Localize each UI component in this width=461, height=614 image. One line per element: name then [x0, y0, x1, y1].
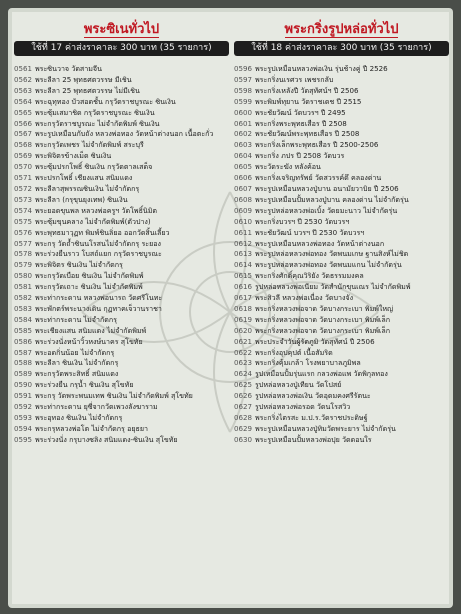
item-name: พระซุ้มเสมาชิด กรุวัดราชบูรณะ ซินเงิน [35, 107, 155, 117]
item-number: 0581 [14, 282, 33, 292]
item-number: 0600 [234, 107, 253, 117]
item-name: พระร่วงนั่ง กรุบางซลิง สนิมแดง-ซินเงิน สุโขทัย [35, 434, 178, 444]
item-name: พระกริ่งบวรฯ ปี 2530 วัดบวรฯ [255, 216, 350, 226]
item-name: พระลีลา 25 พุทธศตวรรษ ไม่มีเชิน [35, 85, 140, 95]
item-number: 0571 [14, 173, 33, 183]
item-name: พระรูปหล่อหลวงพ่อทอง วัดพนมแกน ไม่จำกัดรุ่น [255, 260, 402, 270]
list-item [14, 119, 229, 130]
item-number: 0606 [234, 173, 253, 183]
item-name: พระกรุวัดเพชร ไม่จำกัดพิมพ์ สระบุรี [35, 140, 144, 150]
item-number: 0602 [234, 129, 253, 139]
item-number: 0589 [14, 369, 33, 379]
item-number: 0561 [14, 64, 33, 73]
item-number: 0614 [234, 260, 253, 270]
item-number: 0598 [234, 85, 253, 95]
item-number: 0584 [14, 314, 33, 324]
item-name: พระท่ากระดาน ไม่จำกัดกรุ [35, 314, 117, 324]
item-name: พระกรุวัดราชบูรณะ ไม่จำกัดพิมพ์ ซินเงิน [35, 118, 160, 128]
item-name: พระกริ่งเล็กพระพุทธเสือร ปี 2500-2506 [255, 140, 379, 150]
item-name: พระร่วงยืน กรุน้ำ ซินเงิน สุโขทัย [35, 380, 134, 390]
item-name: พระเชียงแสน สนิมแดง ไม่จำกัดพิมพ์ [35, 325, 147, 335]
list-item [14, 162, 229, 173]
item-number: 0613 [234, 249, 253, 259]
list-item [234, 337, 449, 348]
item-number: 0618 [234, 303, 253, 313]
list-item [234, 119, 449, 130]
catalog-sheet [12, 12, 449, 604]
list-item [234, 260, 449, 271]
item-name: พระพิมพ์ทุยาน วัดราชเดช ปี 2515 [255, 96, 362, 106]
item-number: 0566 [14, 118, 33, 128]
item-name: พระพิจิตร ซินเงิน ไม่จำกัดกรุ [35, 260, 123, 270]
item-number: 0612 [234, 238, 253, 248]
list-item [14, 173, 229, 184]
list-item [234, 369, 449, 380]
item-name: พระรูปเหมือนปั้มหลวงพ่อปุย วัดดอนใร [255, 434, 372, 444]
list-item [14, 435, 229, 446]
item-number: 0621 [234, 336, 253, 346]
list-item [234, 315, 449, 326]
item-name: รูปหล่อหลวงพ่อรอด วัดนโรสวิว [255, 402, 351, 412]
item-name: พระซุ้มปรกโพธิ์ ซินเงิน กรุวัดตาลเสด็จ [35, 162, 153, 172]
item-number: 0597 [234, 74, 253, 84]
item-name: พระรูปเหมือนหลวงปู่ทิมวัดพระยาร ไม่จำกัดรุ่น [255, 423, 396, 433]
item-number: 0629 [234, 423, 253, 433]
item-name: พระลีลาสุพรรณซินเงิน ไม่จำกัดกรุ [35, 183, 140, 193]
left-header [14, 18, 229, 56]
list-item [234, 326, 449, 337]
item-name: พระยอดขุนพล หลวงพ่อครูฯ วัดโพธิ์นิมิต [35, 205, 158, 215]
list-item [234, 348, 449, 359]
item-number: 0573 [14, 194, 33, 204]
item-name: พระอดกิ่นน้อย ไม่จำกัดกรุ [35, 347, 115, 357]
list-item [234, 435, 449, 446]
item-number: 0596 [234, 64, 253, 73]
list-item [14, 228, 229, 239]
item-number: 0569 [14, 151, 33, 161]
item-number: 0577 [14, 238, 33, 248]
item-number: 0578 [14, 249, 33, 259]
list-item [14, 260, 229, 271]
item-name: พระรูปหล่อหลวงพ่อเบิ้ง วัดยมะนาว ไม่จำกัดรุ่น [255, 205, 398, 215]
list-item [234, 358, 449, 369]
list-item [234, 413, 449, 424]
list-item [14, 206, 229, 217]
item-number: 0590 [14, 380, 33, 390]
item-number: 0628 [234, 413, 253, 422]
list-item [234, 293, 449, 304]
item-number: 0610 [234, 216, 253, 226]
list-item [14, 402, 229, 413]
list-item [234, 282, 449, 293]
item-name: พระรูปเหมือนหลวงพ่อเงิน รุ่นช้างคู่ ปี 2526 [255, 64, 388, 73]
item-number: 0588 [14, 358, 33, 368]
item-number: 0580 [14, 271, 33, 281]
list-item [234, 249, 449, 260]
item-name: พระกริ่งพระพุทธเสือร ปี 2508 [255, 118, 347, 128]
item-name: พระกริ่งอุปคุปต์ เนื้อสัมริด [255, 347, 333, 357]
right-item-list [234, 64, 449, 446]
list-item [14, 249, 229, 260]
item-name: พระรูปเหมือนปั้มหลวงปู่บาน คลองด่าน ไม่จำกัดรุ่น [255, 194, 409, 204]
list-item [234, 304, 449, 315]
item-name: พระสิวลี หลวงพ่อเนื่อง วัดบางจัง [255, 293, 354, 303]
list-item [14, 304, 229, 315]
item-name: พระชัยวัฒน์ วัดบวรฯ ปี 2495 [255, 107, 346, 117]
item-name: พระกริ่งหลวงพ่อจาด วัดบางกระเบา พิมพ์เล็ก [255, 325, 390, 335]
list-item [14, 195, 229, 206]
list-item [14, 97, 229, 108]
item-number: 0576 [14, 227, 33, 237]
item-number: 0619 [234, 314, 253, 324]
list-item [14, 239, 229, 250]
item-name: พระรูปเหมือนหลวงปู่บาน อนามัยวาบิย ปี 2506 [255, 183, 399, 193]
list-item [14, 380, 229, 391]
item-number: 0593 [14, 413, 33, 422]
list-item [14, 424, 229, 435]
list-item [14, 75, 229, 86]
list-item [14, 337, 229, 348]
list-item [14, 358, 229, 369]
item-name: พระร่วงยืนราว โบสถ์แยก กรุวัดราชบูรณะ [35, 249, 162, 259]
list-item [14, 271, 229, 282]
item-number: 0587 [14, 347, 33, 357]
item-name: รูปหล่อหลวงพ่อเงิน วัดอุดมคงศรีรัตนะ [255, 391, 371, 401]
item-number: 0586 [14, 336, 33, 346]
item-name: พระกริ่งเหลังปี วัดสุทัศน์ฯ ปี 2506 [255, 85, 359, 95]
right-section-subtitle: ใช้ที่ 18 ค่าส่งราคาละ 300 บาท (35 รายการ) [234, 41, 449, 56]
list-item [14, 217, 229, 228]
list-item [234, 239, 449, 250]
list-item [234, 184, 449, 195]
item-name: พระกริ่งนเรศวร เพชรกลับ [255, 74, 334, 84]
list-item [234, 97, 449, 108]
left-item-list [14, 64, 229, 446]
list-item [14, 369, 229, 380]
list-item [234, 140, 449, 151]
item-name: พระกริ่งศักดิ์คุณวิริยัง วัดธรรมมงคล [255, 271, 364, 281]
item-name: พระซุ้มขุนคลาง ไม่จำกัดพิมพ์(ตัวปาง) [35, 216, 151, 226]
item-number: 0585 [14, 325, 33, 335]
item-name: พระฉุทุทอง บัวสอดชั้น กรุวัดราชบูรณะ ซินเงิน [35, 96, 176, 106]
list-item [14, 413, 229, 424]
list-item [14, 86, 229, 97]
list-item [234, 162, 449, 173]
right-column [234, 18, 449, 446]
item-name: พระกรุ วัดพระพนมเทพ ซินเงิน ไม่จำกัดพิมพ์ สุโขทัย [35, 391, 193, 401]
item-number: 0615 [234, 271, 253, 281]
item-name: พระรูปเหมือนหลวงพ่อทอง วัดหน้าต่างนอก [255, 238, 385, 248]
item-name: พระวัดระฆัง หลังค้อน [255, 162, 321, 172]
item-number: 0624 [234, 369, 253, 379]
item-name: พระกริ่งเจริญทรัพย์ วัดสวรรค์ดึ คลองด่าน [255, 173, 382, 183]
item-number: 0592 [14, 402, 33, 412]
item-name: พระร่วงนั่งหน้าวิ้วหงษ์นาคร สุโขทัย [35, 336, 143, 346]
item-name: พระลีลา (กรุขุนยุงเทพ) ซินเงิน [35, 194, 128, 204]
item-number: 0579 [14, 260, 33, 270]
item-number: 0594 [14, 423, 33, 433]
list-item [14, 129, 229, 140]
left-section-title: พระซิเนทั่วไป [83, 22, 160, 37]
list-item [234, 271, 449, 282]
list-item [234, 228, 449, 239]
item-number: 0599 [234, 96, 253, 106]
item-name: รูปหล่อหลวงพ่อเนียม วัดสำนักขุนเณร ไม่จำกัดพิมพ์ [255, 282, 411, 292]
item-number: 0575 [14, 216, 33, 226]
list-item [14, 326, 229, 337]
item-name: พระชัยวัฒน์พระพุทธเสือร ปี 2508 [255, 129, 360, 139]
item-number: 0617 [234, 293, 253, 303]
item-number: 0627 [234, 402, 253, 412]
item-number: 0609 [234, 205, 253, 215]
item-name: พระอุทอง ซินเงิน ไม่จำกัดกรุ [35, 413, 123, 422]
list-item [234, 151, 449, 162]
item-number: 0605 [234, 162, 253, 172]
item-name: รูปเหมือนปั้มรุ่นแรก กลวงพ่อแพ วัดพิกุลทอง [255, 369, 388, 379]
item-name: พระชัยวัฒน์ บวรฯ ปี 2530 วัดบวรฯ [255, 227, 365, 237]
item-number: 0567 [14, 129, 33, 139]
list-item [234, 108, 449, 119]
item-number: 0565 [14, 107, 33, 117]
right-section-title: พระกริ่งรูปหล่อทั่วไป [284, 22, 399, 37]
item-number: 0625 [234, 380, 253, 390]
item-name: พระพิจิตรข้างเม็ด ซินเงิน [35, 151, 112, 161]
item-name: พระลีลา ซินเงิน ไม่จำกัดกรุ [35, 358, 119, 368]
list-item [234, 380, 449, 391]
left-section-subtitle: ใช้ที่ 17 ค่าส่งราคาละ 300 บาท (35 รายการ) [14, 41, 229, 56]
item-number: 0591 [14, 391, 33, 401]
list-item [234, 129, 449, 140]
left-column [14, 18, 229, 446]
list-item [234, 64, 449, 75]
item-name: พระปรกโพธิ์ เชียงแสน สนิมแดง [35, 173, 133, 183]
list-item [234, 424, 449, 435]
item-name: รูปหล่อหลวงปู่เทียน วัดโปสย์ [255, 380, 342, 390]
item-number: 0611 [234, 227, 253, 237]
item-name: พระพักตร์พระนางเดิน กุฏทาคเจ็วานราชา [35, 303, 162, 313]
list-item [14, 391, 229, 402]
item-name: พระลีลา 25 พุทธศตวรรษ มีเชิน [35, 74, 132, 84]
item-name: พระกริ่งหลวงพ่อจาด วัดบางกระเบา พิมพ์เล็ก [255, 314, 390, 324]
item-name: พระกริ่งไตรสะ ม.ป.ร.วัดราชประดิษฐ์ [255, 413, 368, 422]
item-name: พระพุทธมาวุฏท พิมพ์ชินลิ่ยอ ออกวัดสิ้นเลี้ยว [35, 227, 170, 237]
item-number: 0623 [234, 358, 253, 368]
item-number: 0620 [234, 325, 253, 335]
list-item [234, 75, 449, 86]
item-name: พระท่ากระดาน ยุซี่จากวัดเพวงลังฆาราม [35, 402, 158, 412]
list-item [234, 217, 449, 228]
item-number: 0607 [234, 183, 253, 193]
item-number: 0616 [234, 282, 253, 292]
list-item [234, 402, 449, 413]
item-name: พระท่ากระดาน หลวงพ่อนารถ วัดศรีโนทะ [35, 293, 163, 303]
item-number: 0583 [14, 303, 33, 313]
list-item [14, 140, 229, 151]
item-number: 0601 [234, 118, 253, 128]
item-name: พระรูปหล่อหลวงพ่อทอง วัดพนมเกษ ฐานสิงห์ไม่ชิด [255, 249, 409, 259]
item-number: 0608 [234, 194, 253, 204]
item-number: 0564 [14, 96, 33, 106]
item-name: พระกรุวัดพระสิทธิ์ สนิมแดง [35, 369, 119, 379]
right-header [234, 18, 449, 56]
item-name: พระกรุวัดเบือย ซินเงิน ไม่จำกัดพิมพ์ [35, 271, 144, 281]
item-number: 0563 [14, 85, 33, 95]
item-number: 0582 [14, 293, 33, 303]
item-number: 0572 [14, 183, 33, 193]
item-number: 0603 [234, 140, 253, 150]
catalog-page [8, 8, 453, 608]
item-number: 0630 [234, 434, 253, 444]
item-number: 0604 [234, 151, 253, 161]
list-item [14, 348, 229, 359]
item-name: พระกรุ วัดถ้ำซินนโรสนไม่จำกัดกรุ ระยอง [35, 238, 161, 248]
list-item [14, 151, 229, 162]
list-item [234, 391, 449, 402]
item-number: 0568 [14, 140, 33, 150]
list-item [14, 108, 229, 119]
list-item [14, 184, 229, 195]
list-item [234, 173, 449, 184]
item-name: พระกริ่งคุ้มเกล้า โรงพยาบาลภูมิพล [255, 358, 361, 368]
item-name: พระกริ่งหลวงพ่อจาด วัดบางกระเบา พิมพ์ใหญ่ [255, 303, 394, 313]
list-item [234, 195, 449, 206]
list-item [14, 315, 229, 326]
list-item [234, 206, 449, 217]
item-number: 0622 [234, 347, 253, 357]
item-name: พระกรุวัดเถาะ ซินเงิน ไม่จำกัดพิมพ์ [35, 282, 143, 292]
list-item [234, 86, 449, 97]
list-item [14, 282, 229, 293]
item-name: พระกริ่ง ภปร ปี 2508 วัดบวร [255, 151, 345, 161]
list-item [14, 293, 229, 304]
list-item [14, 64, 229, 75]
item-name: พระซินวาจ วัดสามจีน [35, 64, 102, 73]
item-name: พระประจำวันผู้รัตภูมิ วัดสุทัศน์ ปี 2506 [255, 336, 375, 346]
item-number: 0570 [14, 162, 33, 172]
item-name: พระรูปเหมือนกับถัง หลวงพ่อทอง วัดหน้าต่างนอก เนื้อตะกั่ว [35, 129, 214, 139]
item-name: พระกรุหลวงพ่อโต ไม่จำกัดกรุ อยุธยา [35, 423, 149, 433]
item-number: 0626 [234, 391, 253, 401]
item-number: 0595 [14, 434, 33, 444]
item-number: 0562 [14, 74, 33, 84]
item-number: 0574 [14, 205, 33, 215]
